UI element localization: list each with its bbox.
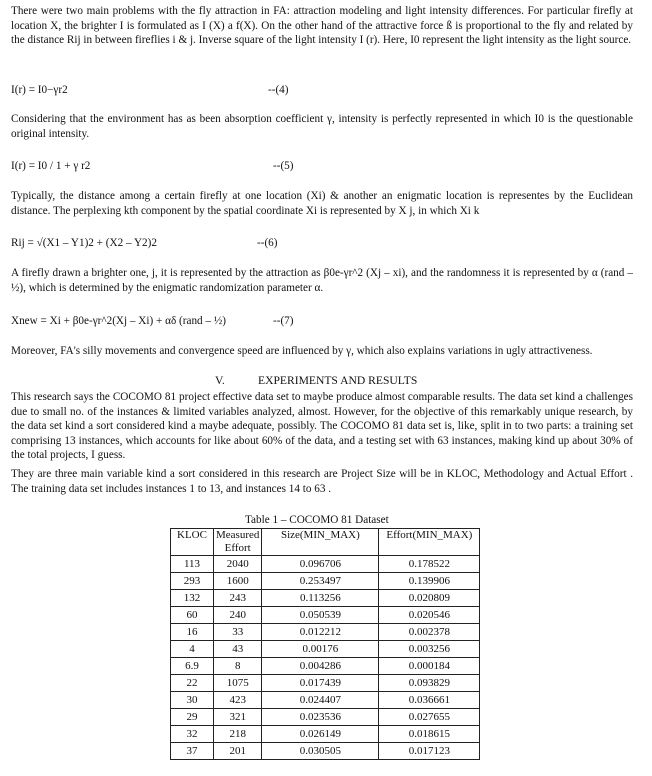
- cell-measured-effort: 1600: [214, 573, 262, 590]
- cell-effort: 0.003256: [379, 641, 480, 658]
- cell-effort: 0.000184: [379, 658, 480, 675]
- paragraph-absorption: Considering that the environment has as been absorption coefficient γ, intensity is perfectly represented in which I0 is the questionable original intensity.: [11, 113, 633, 140]
- equation-5-number: --(5): [273, 160, 294, 172]
- cell-measured-effort: 33: [214, 624, 262, 641]
- cell-kloc: 6.9: [171, 658, 214, 675]
- cell-size: 0.024407: [262, 692, 379, 709]
- table-caption: Table 1 – COCOMO 81 Dataset: [245, 514, 389, 526]
- cell-size: 0.253497: [262, 573, 379, 590]
- cell-size: 0.030505: [262, 743, 379, 760]
- cell-effort: 0.036661: [379, 692, 480, 709]
- cell-effort: 0.093829: [379, 675, 480, 692]
- equation-7-number: --(7): [273, 315, 294, 327]
- cell-measured-effort: 240: [214, 607, 262, 624]
- equation-6-number: --(6): [257, 237, 278, 249]
- table-row: [171, 607, 480, 624]
- table-row: [171, 556, 480, 573]
- paragraph-movements: Moreover, FA's silly movements and convergence speed are influenced by γ, which also explains variations in ugly attractiveness.: [11, 345, 593, 357]
- table-row: [171, 624, 480, 641]
- cell-measured-effort: 321: [214, 709, 262, 726]
- equation-5: I(r) = I0 / 1 + γ r2: [11, 160, 91, 172]
- table-header-row: [171, 529, 480, 556]
- paragraph-cocomo: This research says the COCOMO 81 project effective data set to maybe produce almost comparable results. The data set kind a challenges due to small no. of the instances & limited variables analyzed, almost. However, for the objective of this remarkably unique research, by the data set kind a sort considered kind a maybe adequate, possibly. The COCOMO 81 data set is, like, split in to two parts: a training set comprising 13 instances, which accounts for like about 60% of the data, and a testing set with 63 instances, making kind up about 30% of the total projects, I guess.: [11, 391, 633, 461]
- cell-size: 0.017439: [262, 675, 379, 692]
- paragraph-distance: Typically, the distance among a certain firefly at one location (Xi) & another an enigmatic location is representes by the Euclidean distance. The perplexing kth component by the spatial coordinate Xi is represented by X j, in which Xi k: [11, 190, 633, 217]
- cell-measured-effort: 218: [214, 726, 262, 743]
- cell-measured-effort: 201: [214, 743, 262, 760]
- table-row: [171, 675, 480, 692]
- cell-kloc: 22: [171, 675, 214, 692]
- equation-4: I(r) = I0−γr2: [11, 84, 68, 96]
- equation-7: Xnew = Xi + β0e-γr^2(Xj – Xi) + αδ (rand – ½): [11, 315, 226, 327]
- cell-kloc: 29: [171, 709, 214, 726]
- cell-size: 0.026149: [262, 726, 379, 743]
- cell-size: 0.096706: [262, 556, 379, 573]
- header-measured-effort: Measured Effort: [214, 529, 262, 556]
- header-effort-minmax: Effort(MIN_MAX): [379, 529, 480, 556]
- cell-kloc: 293: [171, 573, 214, 590]
- cell-effort: 0.178522: [379, 556, 480, 573]
- header-kloc: KLOC: [171, 529, 214, 556]
- equation-4-number: --(4): [268, 84, 289, 96]
- cell-measured-effort: 423: [214, 692, 262, 709]
- cell-effort: 0.027655: [379, 709, 480, 726]
- cell-kloc: 4: [171, 641, 214, 658]
- cell-effort: 0.017123: [379, 743, 480, 760]
- cell-size: 0.00176: [262, 641, 379, 658]
- table-row: [171, 641, 480, 658]
- cell-kloc: 32: [171, 726, 214, 743]
- table-row: [171, 726, 480, 743]
- cell-kloc: 113: [171, 556, 214, 573]
- cell-size: 0.012212: [262, 624, 379, 641]
- cell-size: 0.004286: [262, 658, 379, 675]
- section-number: V.: [215, 374, 225, 387]
- cell-effort: 0.139906: [379, 573, 480, 590]
- cell-kloc: 132: [171, 590, 214, 607]
- table-row: [171, 658, 480, 675]
- cell-kloc: 37: [171, 743, 214, 760]
- table-row: [171, 692, 480, 709]
- cell-kloc: 60: [171, 607, 214, 624]
- cell-size: 0.050539: [262, 607, 379, 624]
- header-size-minmax: Size(MIN_MAX): [262, 529, 379, 556]
- cell-measured-effort: 243: [214, 590, 262, 607]
- cell-measured-effort: 2040: [214, 556, 262, 573]
- cocomo-dataset-table: [170, 528, 480, 760]
- table-row: [171, 573, 480, 590]
- cell-effort: 0.002378: [379, 624, 480, 641]
- cell-effort: 0.020809: [379, 590, 480, 607]
- equation-6: Rij = √(X1 – Y1)2 + (X2 – Y2)2: [11, 237, 157, 249]
- cell-measured-effort: 1075: [214, 675, 262, 692]
- cell-effort: 0.018615: [379, 726, 480, 743]
- table-row: [171, 709, 480, 726]
- cell-size: 0.113256: [262, 590, 379, 607]
- table-row: [171, 590, 480, 607]
- paragraph-attraction: A firefly drawn a brighter one, j, it is represented by the attraction as β0e-γr^2 (Xj – xi), and the randomness it is represented by α (rand – ½), which is determined by the enigmatic randomization parameter α.: [11, 267, 633, 294]
- cell-kloc: 16: [171, 624, 214, 641]
- cell-measured-effort: 43: [214, 641, 262, 658]
- cell-size: 0.023536: [262, 709, 379, 726]
- cell-effort: 0.020546: [379, 607, 480, 624]
- cell-kloc: 30: [171, 692, 214, 709]
- table-row: [171, 743, 480, 760]
- paragraph-light-intensity: There were two main problems with the fly attraction in FA: attraction modeling and light intensity differences. For particular firefly at location X, the brighter I is formulated as I (X) a f(X). On the other hand of the attractive force ß is proportional to the fly and related by the distance Rij in between fireflies i & j. Inverse square of the light intensity I (r). Here, I0 represent the light intensity as the light source.: [11, 5, 633, 46]
- section-title: EXPERIMENTS AND RESULTS: [258, 374, 418, 387]
- paragraph-variables: They are three main variable kind a sort considered in this research are Project Size will be in KLOC, Methodology and Actual Effort . The training data set includes instances 1 to 13, and instances 14 to 63 .: [11, 468, 633, 495]
- cell-measured-effort: 8: [214, 658, 262, 675]
